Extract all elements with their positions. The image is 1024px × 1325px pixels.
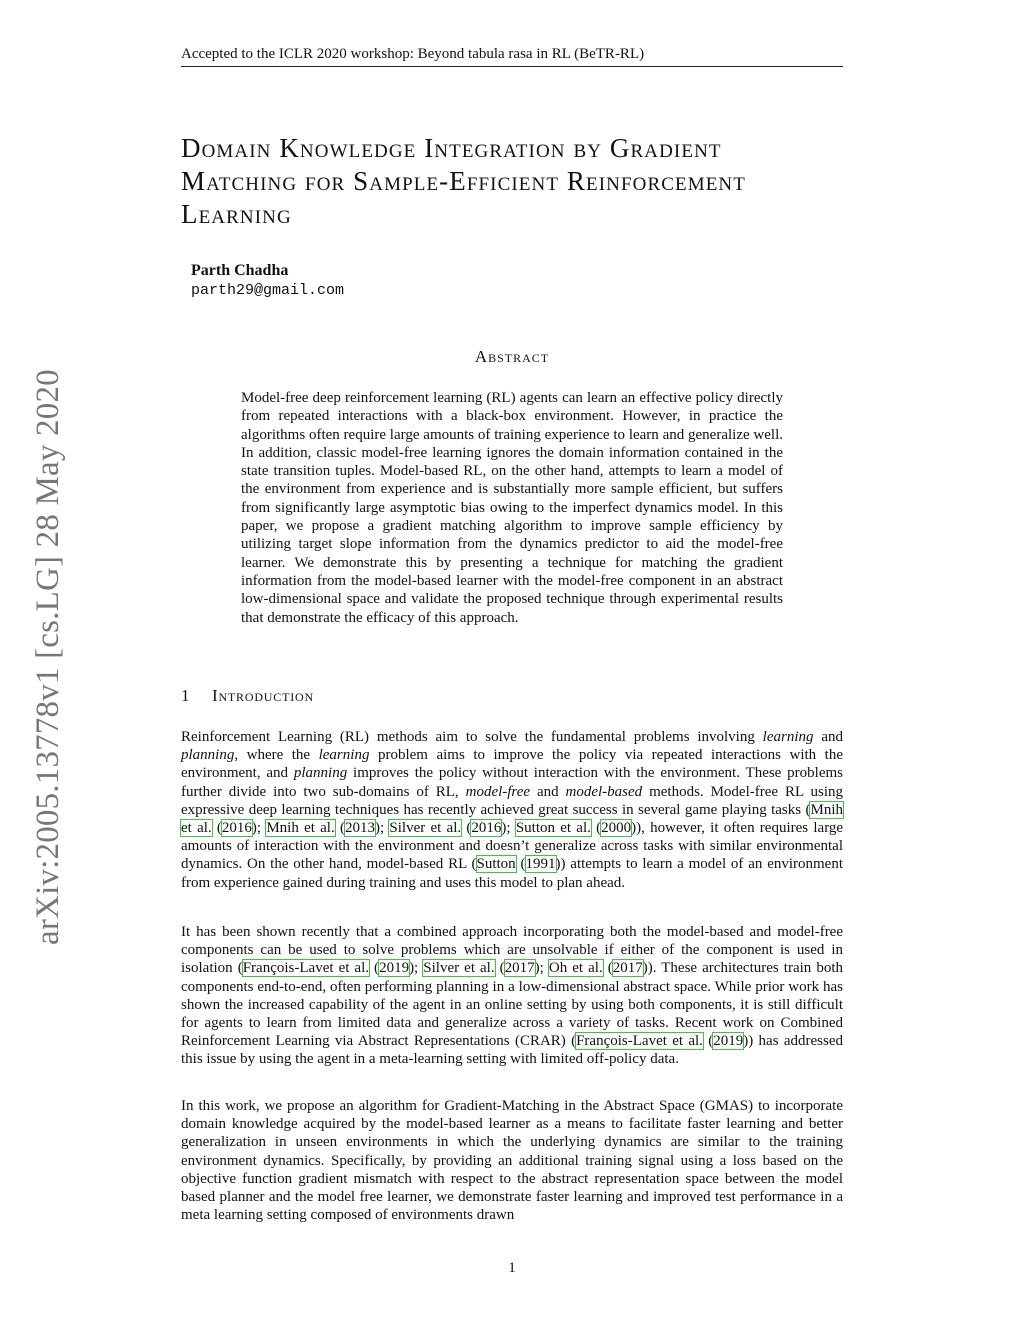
abstract-heading: Abstract bbox=[474, 347, 550, 366]
text-run: Reinforcement Learning (RL) methods aim to solve the fundamental problems involving bbox=[181, 729, 763, 745]
citation-year-link[interactable]: 2017 bbox=[612, 960, 643, 977]
citation-year-link[interactable]: 2019 bbox=[713, 1033, 744, 1050]
text-run: It has been shown recently that a combined approach incorporating both the model-based and model-free components can be used to solve problems which are unsolvable if either of the component is used in isolation ( bbox=[181, 924, 843, 977]
citation-year-link[interactable]: 1991 bbox=[525, 856, 556, 873]
paper-title bbox=[181, 132, 846, 231]
emphasis: learning bbox=[318, 747, 370, 764]
abstract-text: Model-free deep reinforcement learning (RL) agents can learn an effective policy directly from repeated interactions with a black-box environment. However, in practice the algorithms often require large amounts of training experience to learn and generalize well. In addition, classic model-free learning ignores the domain information contained in the state transition tuples. Model-based RL, on the other hand, attempts to learn a model of the environment from experience and is substantially more sample efficient, but suffers from significantly large asymptotic bias owing to the imperfect dynamics model. In this paper, we propose a gradient matching algorithm to improve sample efficiency by utilizing target slope information from the dynamics predictor to aid the model-free learner. We demonstrate this by presenting a technique for matching the gradient information from the model-based learner with the model-free component in an abstract low-dimensional space and validate the proposed technique through experimental results that demonstrate the efficacy of this approach. bbox=[241, 390, 783, 626]
citation-year-link[interactable]: 2016 bbox=[471, 820, 502, 837]
citation-link[interactable]: François-Lavet et al. bbox=[242, 960, 370, 977]
citation-link[interactable]: Oh et al. bbox=[548, 960, 603, 977]
citation-link[interactable]: Mnih et al. bbox=[266, 820, 335, 837]
citation-year-link[interactable]: 2013 bbox=[344, 820, 375, 837]
title-line: Domain Knowledge Integration by Gradient bbox=[181, 133, 722, 163]
citation-link[interactable]: Silver et al. bbox=[389, 820, 462, 837]
emphasis: learning bbox=[762, 729, 814, 745]
text-run: problem aims to improve the policy via repeated interactions with the environment, and bbox=[181, 747, 843, 782]
section-heading bbox=[181, 686, 314, 706]
section-number: 1 bbox=[181, 686, 191, 705]
text-run: ) attempts to learn a model of an environment from experience gained during training and uses this model to plan ahead. bbox=[181, 856, 844, 891]
citation-link[interactable]: Mnih et al. bbox=[181, 801, 843, 837]
conference-header: Accepted to the ICLR 2020 workshop: Beyond tabula rasa in RL (BeTR-RL) bbox=[181, 44, 843, 67]
author-name: Parth Chadha bbox=[191, 262, 289, 279]
author-email[interactable]: parth29@gmail.com bbox=[191, 282, 345, 299]
citation-year-link[interactable]: 2016 bbox=[221, 820, 252, 837]
citation-link[interactable]: Silver et al. bbox=[423, 960, 495, 977]
text-run: ) has addressed this issue by using the agent in a meta-learning setting with limited off-policy data. bbox=[181, 1033, 843, 1068]
section-title: Introduction bbox=[212, 686, 314, 705]
emphasis: planning bbox=[293, 765, 348, 782]
title-line: Matching for Sample-Efficient Reinforcement bbox=[181, 166, 746, 196]
text-run: improves the policy without interaction with the environment. These problems further divide into two sub-domains of RL, bbox=[181, 765, 843, 800]
citation-link[interactable]: François-Lavet et al. bbox=[576, 1033, 703, 1050]
arxiv-identifier[interactable]: arXiv:2005.13778v1 [cs.LG] 28 May 2020 bbox=[30, 369, 66, 945]
citation-year-link[interactable]: 2017 bbox=[504, 960, 535, 977]
text-run: ). These architectures train both components end-to-end, often performing planning in a low-dimensional abstract space. While prior work has shown the increased capability of the agent in an online setting by using both components, it is still difficult for agents to learn from limited data and generalize across a variety of tasks. Recent work on Combined Reinforcement Learning via Abstract Representations (CRAR) ( bbox=[181, 960, 843, 1050]
emphasis: model-based bbox=[565, 783, 643, 800]
title-line: Learning bbox=[181, 199, 292, 229]
text-run: methods. Model-free RL using expressive deep learning techniques has recently achieved great success in several game playing tasks ( bbox=[181, 783, 843, 818]
emphasis: model-free bbox=[465, 783, 531, 800]
text-run: and bbox=[813, 729, 843, 745]
page-number: 1 bbox=[508, 1260, 516, 1276]
citation-year-link[interactable]: 2000 bbox=[601, 820, 632, 837]
intro-paragraph-2: It has been shown recently that a combined approach incorporating both the model-based and model-free components can be used to solve problems which are unsolvable if either of the component is used in isolation (François-Lavet et al. (2019); Silver et al. (2017); Oh et al. (2017)). These architectures train both components end-to-end, often performing planning in a low-dimensional abstract space. While prior work has shown the increased capability of the agent in an online setting by using both components, it is still difficult for agents to learn from limited data and generalize across a variety of tasks. Recent work on Combined Reinforcement Learning via Abstract Representations (CRAR) (François-Lavet et al. (2019)) has addressed this issue by using the agent in a meta-learning setting with limited off-policy data. bbox=[181, 924, 843, 1068]
text-run: , where the bbox=[234, 747, 319, 764]
text-run: ), however, it often requires large amounts of interaction with the environment and doesn’t generalize across tasks with similar environmental dynamics. On the other hand, model-based RL ( bbox=[181, 820, 844, 873]
citation-year-link[interactable]: 2019 bbox=[379, 960, 410, 977]
citation-link[interactable]: Sutton bbox=[476, 856, 516, 873]
intro-paragraph-3: In this work, we propose an algorithm for Gradient-Matching in the Abstract Space (GMAS) to incorporate domain knowledge acquired by the model-based learner as a means to facilitate faster learning and better generalization in unseen environments in which the underlying dynamics are similar to the training environment dynamics. Specifically, by providing an additional training signal using a loss based on the objective function gradient mismatch with respect to the abstract representation space between the model based planner and the model free learner, we demonstrate faster learning and improved test performance in a meta learning setting composed of environments drawn bbox=[181, 1098, 843, 1224]
citation-link[interactable]: Sutton et al. bbox=[515, 820, 591, 837]
emphasis: planning bbox=[181, 747, 235, 764]
text-run: and bbox=[530, 783, 566, 800]
intro-paragraph-1: Reinforcement Learning (RL) methods aim to solve the fundamental problems involving learning and planning, where the learning problem aims to improve the policy via repeated interactions with the environment, and planning improves the policy without interaction with the environment. These problems further divide into two sub-domains of RL, model-free and model-based methods. Model-free RL using expressive deep learning techniques has recently achieved great success in several game playing tasks (Mnih et al. (2016); Mnih et al. (2013); Silver et al. (2016); Sutton et al. (2000)), however, it often requires large amounts of interaction with the environment and doesn’t generalize across tasks with similar environmental dynamics. On the other hand, model-based RL (Sutton (1991)) attempts to learn a model of an environment from experience gained during training and uses this model to plan ahead. bbox=[181, 729, 844, 891]
